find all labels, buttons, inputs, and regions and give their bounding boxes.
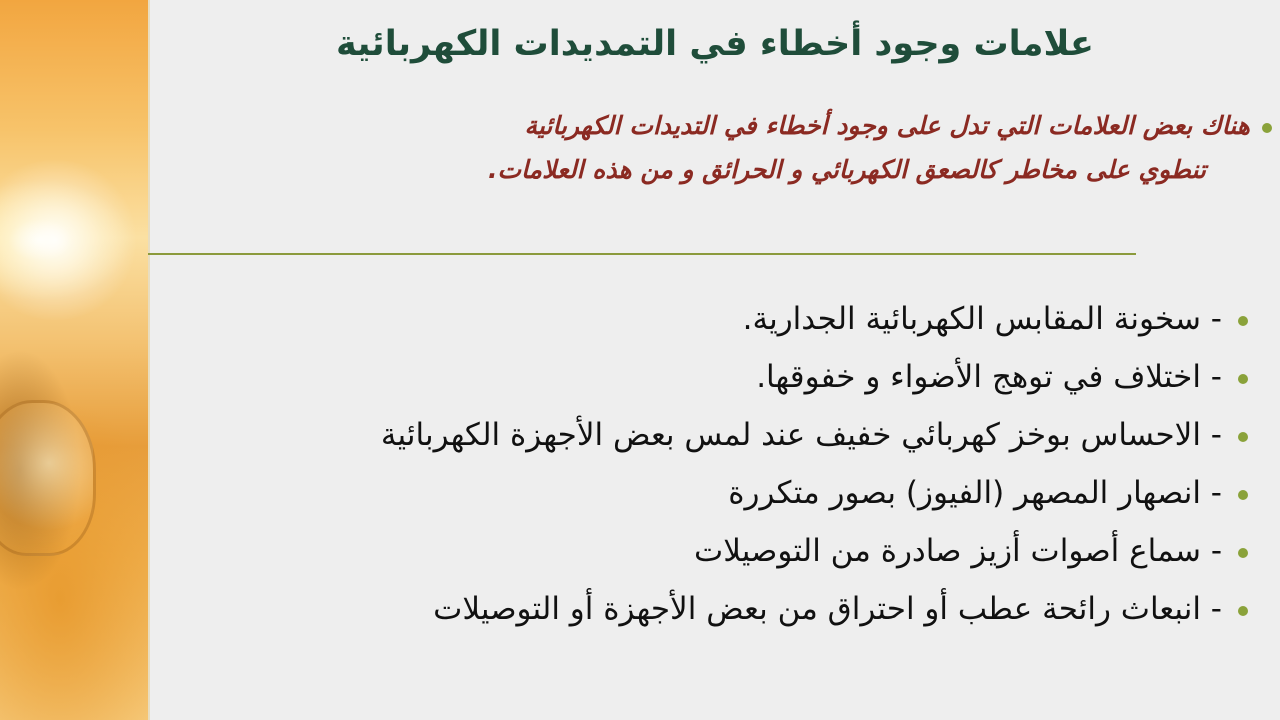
list-item-text: - اختلاف في توهج الأضواء و خفوقها. bbox=[756, 359, 1222, 395]
intro-paragraph bbox=[170, 104, 1250, 192]
lightbulb-side-image bbox=[0, 0, 150, 720]
list-item bbox=[152, 290, 1222, 348]
list-item bbox=[152, 580, 1222, 638]
list-item-text: - الاحساس بوخز كهربائي خفيف عند لمس بعض الأجهزة الكهربائية bbox=[380, 417, 1222, 453]
side-image-edge bbox=[148, 0, 150, 720]
intro-line-2: تنطوي على مخاطر كالصعق الكهربائي و الحرائق و من هذه العلامات. bbox=[488, 155, 1206, 184]
signs-list bbox=[152, 290, 1222, 638]
list-item-text: - انصهار المصهر (الفيوز) بصور متكررة bbox=[728, 475, 1222, 511]
slide-title: علامات وجود أخطاء في التمديدات الكهربائية bbox=[336, 24, 1094, 64]
lightbulb-shape bbox=[0, 400, 96, 556]
list-item bbox=[152, 522, 1222, 580]
intro-line-1: هناك بعض العلامات التي تدل على وجود أخطاء في التديدات الكهربائية bbox=[524, 111, 1250, 140]
light-glow bbox=[0, 160, 140, 320]
bullet-icon bbox=[1238, 606, 1248, 616]
bullet-icon bbox=[1238, 432, 1248, 442]
list-item-text: - انبعاث رائحة عطب أو احتراق من بعض الأجهزة أو التوصيلات bbox=[433, 591, 1222, 627]
list-item bbox=[152, 464, 1222, 522]
bullet-icon bbox=[1238, 548, 1248, 558]
list-item bbox=[152, 348, 1222, 406]
section-divider bbox=[148, 253, 1136, 255]
list-item-text: - سماع أصوات أزيز صادرة من التوصيلات bbox=[694, 533, 1222, 569]
bullet-icon bbox=[1238, 490, 1248, 500]
intro-bullet-icon bbox=[1262, 123, 1272, 133]
bullet-icon bbox=[1238, 374, 1248, 384]
list-item-text: - سخونة المقابس الكهربائية الجدارية. bbox=[742, 301, 1222, 337]
list-item bbox=[152, 406, 1222, 464]
bullet-icon bbox=[1238, 316, 1248, 326]
